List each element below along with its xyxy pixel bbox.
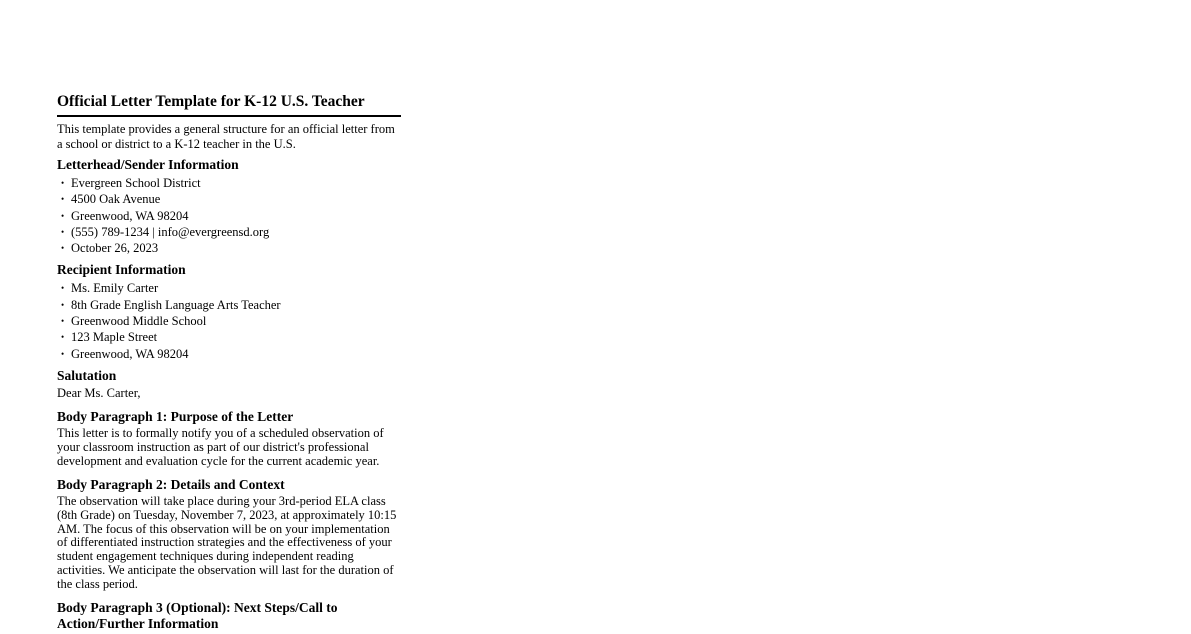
list-item: • (555) 789-1234 | info@evergreensd.org (57, 224, 401, 240)
recipient-heading: Recipient Information (57, 262, 186, 278)
letter-template-document (57, 92, 401, 634)
list-item: • 123 Maple Street (57, 329, 401, 345)
list-item: • 8th Grade English Language Arts Teacher (57, 297, 401, 313)
list-item: • 4500 Oak Avenue (57, 191, 401, 207)
salutation-text: Dear Ms. Carter, (57, 385, 141, 400)
list-item: • October 26, 2023 (57, 240, 401, 256)
intro-paragraph: This template provides a general structure for an official letter from a school or district to a K-12 teacher in the U.S. (57, 122, 395, 151)
body1-paragraph: This letter is to formally notify you of a scheduled observation of your classroom instruction as part of our district's professional development and evaluation cycle for the current academic year. (57, 425, 384, 468)
list-item: • Greenwood, WA 98204 (57, 346, 401, 362)
body3-heading: Body Paragraph 3 (Optional): Next Steps/Call to Action/Further Information (57, 600, 338, 632)
salutation-heading: Salutation (57, 367, 117, 383)
list-item: • Evergreen School District (57, 175, 401, 191)
document-title: Official Letter Template for K-12 U.S. Teacher (57, 92, 401, 117)
list-item: • Ms. Emily Carter (57, 280, 401, 296)
list-item: • Greenwood, WA 98204 (57, 208, 401, 224)
sender-heading: Letterhead/Sender Information (57, 157, 239, 172)
sender-list (57, 175, 401, 256)
body2-heading: Body Paragraph 2: Details and Context (57, 476, 285, 492)
body1-heading: Body Paragraph 1: Purpose of the Letter (57, 408, 294, 424)
list-item: • Greenwood Middle School (57, 313, 401, 329)
body2-paragraph: The observation will take place during your 3rd-period ELA class (8th Grade) on Tuesday, November 7, 2023, at approximately 10:15 AM. The focus of this observation will be on your implementation of differentiated instruction strategies and the effectiveness of your student engagement techniques during independent reading activities. We anticipate the observation will last for the duration of the class period. (57, 493, 397, 592)
recipient-list (57, 280, 401, 361)
